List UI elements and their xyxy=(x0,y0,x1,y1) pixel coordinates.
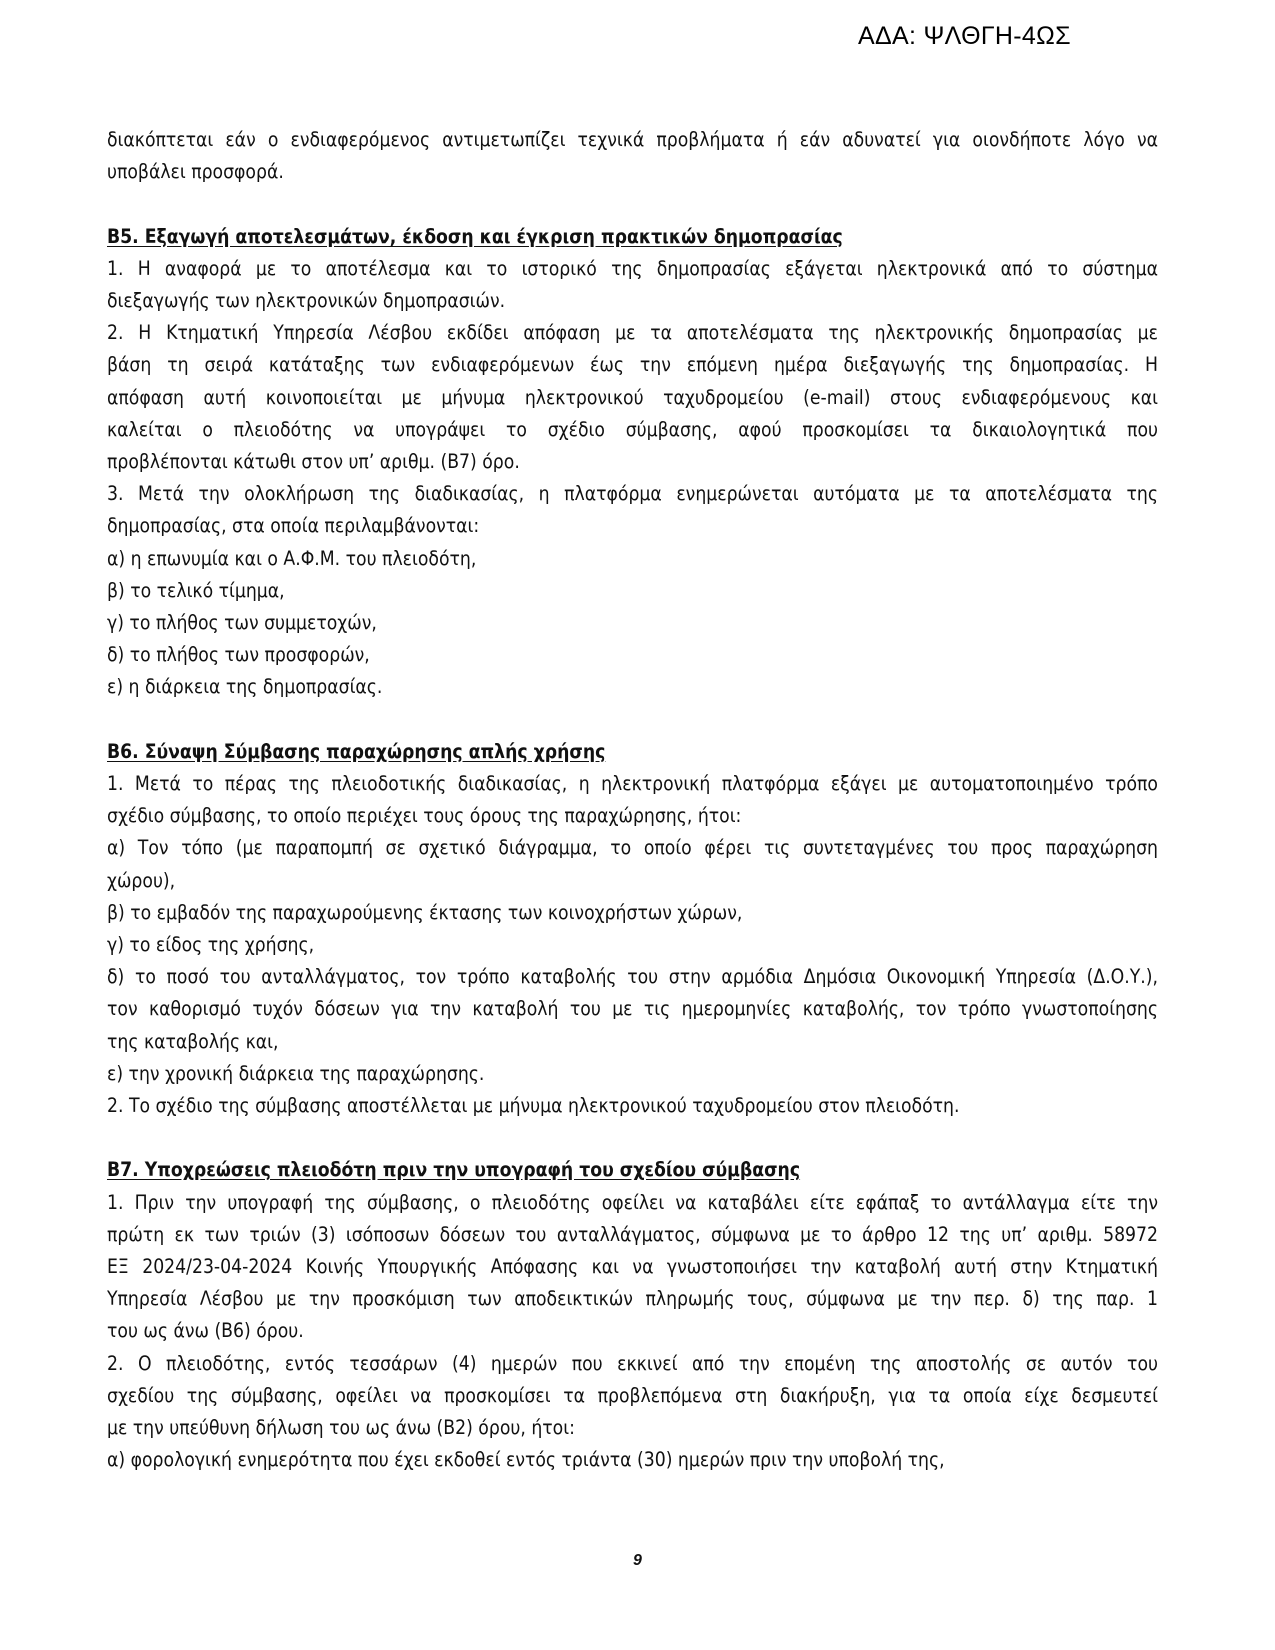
paragraph-line: πρώτη εκ των τριών (3) ισόποσων δόσεων του ανταλλάγματος, σύμφωνα με το άρθρο 12 της υπ’ αριθμ. 58972 xyxy=(107,1222,1158,1246)
paragraph-line: προβλέπονται κάτωθι στον υπ’ αριθμ. (Β7) όρο. xyxy=(107,450,520,474)
intro-line: υποβάλει προσφορά. xyxy=(107,160,284,184)
paragraph-line: α) φορολογική ενημερότητα που έχει εκδοθεί εντός τριάντα (30) ημερών πριν την υποβολή της, xyxy=(107,1448,945,1472)
paragraph-line: 1. Η αναφορά με το αποτέλεσμα και το ιστορικό της δημοπρασίας εξάγεται ηλεκτρονικά από το σύστημα xyxy=(107,256,1158,280)
paragraph-line: γ) το είδος της χρήσης, xyxy=(107,933,315,957)
paragraph-line: ε) την χρονική διάρκεια της παραχώρησης. xyxy=(107,1061,485,1085)
paragraph-line: με την υπεύθυνη δήλωση του ως άνω (Β2) όρου, ήτοι: xyxy=(107,1416,575,1440)
paragraph-line: Υπηρεσία Λέσβου με την προσκόμιση των αποδεικτικών πληρωμής τους, σύμφωνα με την περ. δ) της παρ. 1 xyxy=(107,1287,1158,1311)
section-b6 xyxy=(107,736,1158,1122)
section-heading: Β7. Υποχρεώσεις πλειοδότη πριν την υπογραφή του σχεδίου σύμβασης xyxy=(107,1158,801,1182)
section-b7 xyxy=(107,1154,1158,1476)
paragraph-line: γ) το πλήθος των συμμετοχών, xyxy=(107,611,377,635)
spacer xyxy=(107,704,1158,736)
paragraph-line: χώρου), xyxy=(107,868,176,892)
paragraph-line: 3. Μετά την ολοκλήρωση της διαδικασίας, η πλατφόρμα ενημερώνεται αυτόματα με τα αποτελέσματα της xyxy=(107,482,1158,506)
paragraph-line: δημοπρασίας, στα οποία περιλαμβάνονται: xyxy=(107,514,480,538)
paragraph-line: ΕΞ 2024/23-04-2024 Κοινής Υπουργικής Απόφασης και να γνωστοποιήσει την καταβολή αυτή στην Κτηματική xyxy=(107,1255,1158,1279)
section-heading: Β5. Εξαγωγή αποτελεσμάτων, έκδοση και έγκριση πρακτικών δημοπρασίας xyxy=(107,224,843,248)
document-body xyxy=(107,124,1158,1476)
paragraph-line: β) το τελικό τίμημα, xyxy=(107,578,285,602)
paragraph-line: 2. Ο πλειοδότης, εντός τεσσάρων (4) ημερών που εκκινεί από την επομένη της αποστολής σε αυτόν του xyxy=(107,1351,1158,1375)
paragraph-line: α) η επωνυμία και ο Α.Φ.Μ. του πλειοδότη, xyxy=(107,546,477,570)
paragraph-line: 2. Το σχέδιο της σύμβασης αποστέλλεται με μήνυμα ηλεκτρονικού ταχυδρομείου στον πλειοδότη. xyxy=(107,1094,960,1118)
spacer xyxy=(107,188,1158,220)
paragraph-line: δ) το ποσό του ανταλλάγματος, τον τρόπο καταβολής του στην αρμόδια Δημόσια Οικονομική Υπηρεσία (Δ.Ο.Υ.), xyxy=(107,965,1158,989)
paragraph-line: τον καθορισμό τυχόν δόσεων για την καταβολή του με τις ημερομηνίες καταβολής, τον τρόπο γνωστοποίησης xyxy=(107,997,1158,1021)
spacer xyxy=(107,1122,1158,1154)
ada-code: ΑΔΑ: ΨΛΘΓΗ-4ΩΣ xyxy=(858,22,1071,50)
paragraph-line: 2. Η Κτηματική Υπηρεσία Λέσβου εκδίδει απόφαση με τα αποτελέσματα της ηλεκτρονικής δημοπρασίας με xyxy=(107,321,1158,345)
paragraph-line: 1. Πριν την υπογραφή της σύμβασης, ο πλειοδότης οφείλει να καταβάλει είτε εφάπαξ το αντάλλαγμα είτε την xyxy=(107,1190,1158,1214)
paragraph-line: καλείται ο πλειοδότης να υπογράψει το σχέδιο σύμβασης, αφού προσκομίσει τα δικαιολογητικά που xyxy=(107,417,1158,441)
intro-line: διακόπτεται εάν ο ενδιαφερόμενος αντιμετωπίζει τεχνικά προβλήματα ή εάν αδυνατεί για οιονδήποτε λόγο να xyxy=(107,128,1158,151)
paragraph-line: σχέδιο σύμβασης, το οποίο περιέχει τους όρους της παραχώρησης, ήτοι: xyxy=(107,804,742,828)
paragraph-line: βάση τη σειρά κατάταξης των ενδιαφερόμενων έως την επόμενη ημέρα διεξαγωγής της δημοπρασίας. Η xyxy=(107,353,1158,377)
paragraph-line: ε) η διάρκεια της δημοπρασίας. xyxy=(107,675,383,699)
paragraph-line: διεξαγωγής των ηλεκτρονικών δημοπρασιών. xyxy=(107,289,506,312)
paragraph-line: 1. Μετά το πέρας της πλειοδοτικής διαδικασίας, η ηλεκτρονική πλατφόρμα εξάγει με αυτοματοποιημένο τρόπο xyxy=(107,772,1158,796)
paragraph-line: β) το εμβαδόν της παραχωρούμενης έκτασης των κοινοχρήστων χώρων, xyxy=(107,900,743,924)
paragraph-line: σχεδίου της σύμβασης, οφείλει να προσκομίσει τα προβλεπόμενα στη διακήρυξη, για τα οποία είχε δεσμευτεί xyxy=(107,1383,1158,1407)
paragraph-line: απόφαση αυτή κοινοποιείται με μήνυμα ηλεκτρονικού ταχυδρομείου (e-mail) στους ενδιαφερόμενους και xyxy=(107,385,1158,409)
page-number: 9 xyxy=(633,1552,642,1569)
section-heading: Β6. Σύναψη Σύμβασης παραχώρησης απλής χρήσης xyxy=(107,739,606,763)
section-b5 xyxy=(107,221,1158,704)
paragraph-line: της καταβολής και, xyxy=(107,1029,279,1053)
paragraph-line: α) Τον τόπο (με παραπομπή σε σχετικό διάγραμμα, το οποίο φέρει τις συντεταγμένες του προς παραχώρηση xyxy=(107,836,1158,860)
paragraph-line: του ως άνω (Β6) όρου. xyxy=(107,1319,304,1343)
paragraph-line: δ) το πλήθος των προσφορών, xyxy=(107,643,370,667)
